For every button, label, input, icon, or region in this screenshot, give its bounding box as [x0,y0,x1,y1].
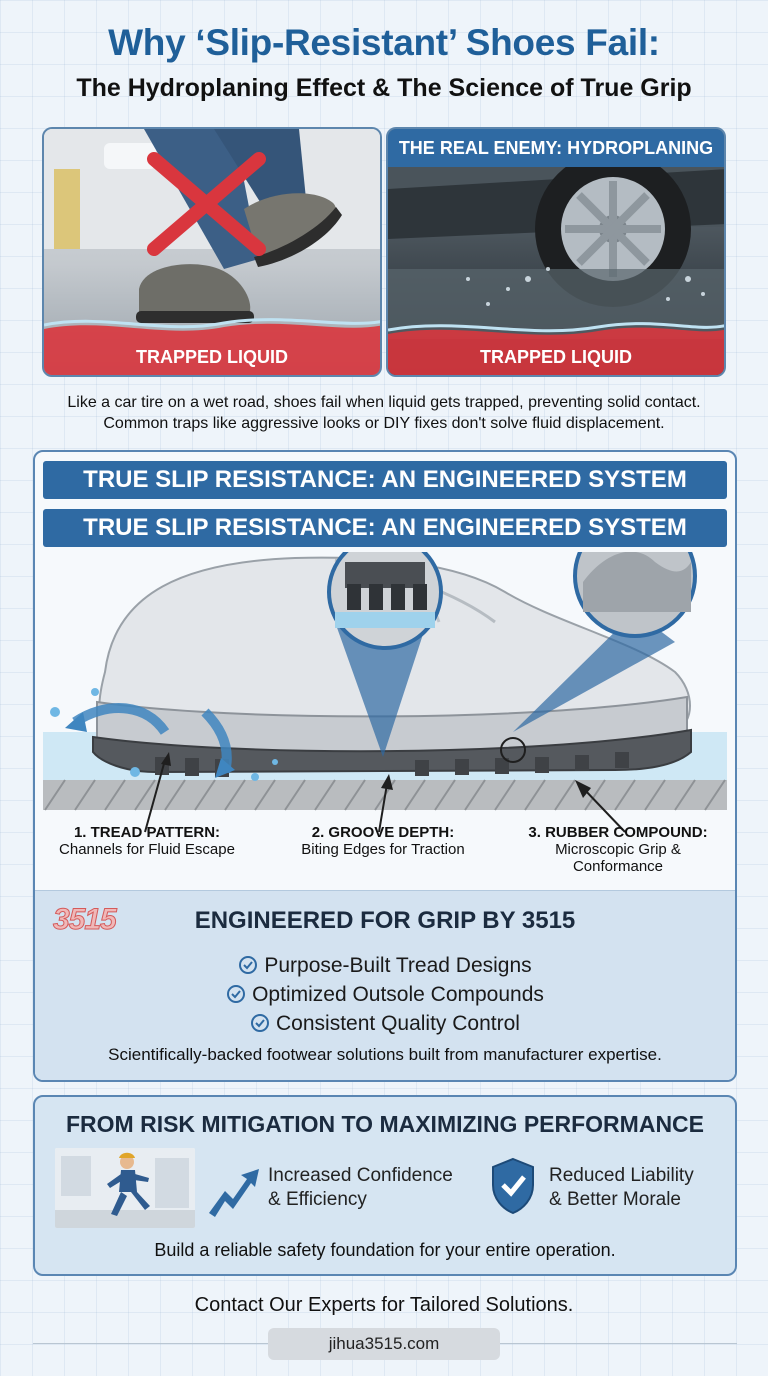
check-circle-icon [238,955,258,975]
intro-line-2: Common traps like aggressive looks or DIY fixes don't solve fluid displacement. [103,415,665,432]
grip-section [35,890,735,1082]
feature-rubber-desc-1: Microscopic Grip & [555,841,681,858]
list-item [35,1009,735,1038]
benefit-liability-line-2: & Better Morale [549,1189,681,1210]
performance-footer: Build a reliable safety foundation for your entire operation. [154,1240,616,1260]
performance-title: FROM RISK MITIGATION TO MAXIMIZING PERFORMANCE [65,1111,704,1137]
system-banner-2: TRUE SLIP RESISTANCE: AN ENGINEERED SYSTEM [43,509,727,547]
hero-slipping-shoe [42,127,382,377]
shield-check-icon [489,1157,537,1215]
engineered-system-panel [33,450,737,1082]
brand-logo: 3515 [53,903,116,936]
intro-text [20,392,748,434]
list-item [35,951,735,980]
benefit-liability-line-1: Reduced Liability [549,1165,694,1186]
feature-tread-desc: Channels for Fluid Escape [59,841,235,858]
benefit-confidence-line-1: Increased Confidence [268,1165,453,1186]
grip-item-label: Consistent Quality Control [276,1012,520,1035]
system-banner-1: TRUE SLIP RESISTANCE: AN ENGINEERED SYSTEM [43,461,727,499]
grip-feature-list [35,951,735,1038]
list-item [35,980,735,1009]
grip-item-label: Optimized Outsole Compounds [252,983,544,1006]
grip-footer: Scientifically-backed footwear solutions built from manufacturer expertise. [108,1045,662,1064]
feature-groove-desc: Biting Edges for Traction [301,841,465,858]
right-hero-banner: THE REAL ENEMY: HYDROPLANING [388,129,724,167]
feature-rubber-compound [513,824,723,875]
hero-hydroplaning-tire [386,127,726,377]
left-hero-caption: TRAPPED LIQUID [135,347,288,367]
feature-rubber-title: 3. RUBBER COMPOUND: [528,824,708,841]
intro-line-1: Like a car tire on a wet road, shoes fail when liquid gets trapped, preventing solid contact. [67,394,701,411]
contact-cta: Contact Our Experts for Tailored Solutions. [194,1294,574,1316]
benefit-liability [549,1164,694,1212]
check-circle-icon [250,1013,270,1033]
benefit-confidence [268,1164,453,1212]
check-circle-icon [226,984,246,1004]
feature-tread-pattern [47,824,247,858]
worker-illustration [55,1148,195,1228]
grip-title: ENGINEERED FOR GRIP BY 3515 [194,907,576,934]
grip-item-label: Purpose-Built Tread Designs [264,954,532,977]
feature-groove-title: 2. GROOVE DEPTH: [311,824,455,841]
page-subtitle: The Hydroplaning Effect & The Science of True Grip [76,74,692,102]
trending-up-arrow-icon [205,1165,261,1217]
website-link[interactable]: jihua3515.com [268,1328,500,1360]
feature-groove-depth [283,824,483,858]
page-title: Why ‘Slip-Resistant’ Shoes Fail: [108,22,660,63]
running-worker-icon [55,1148,195,1228]
feature-rubber-desc-2: Conformance [572,858,664,875]
feature-tread-title: 1. TREAD PATTERN: [73,824,221,841]
right-hero-caption: TRAPPED LIQUID [479,347,632,367]
performance-panel [33,1095,737,1276]
benefit-confidence-line-2: & Efficiency [268,1189,367,1210]
